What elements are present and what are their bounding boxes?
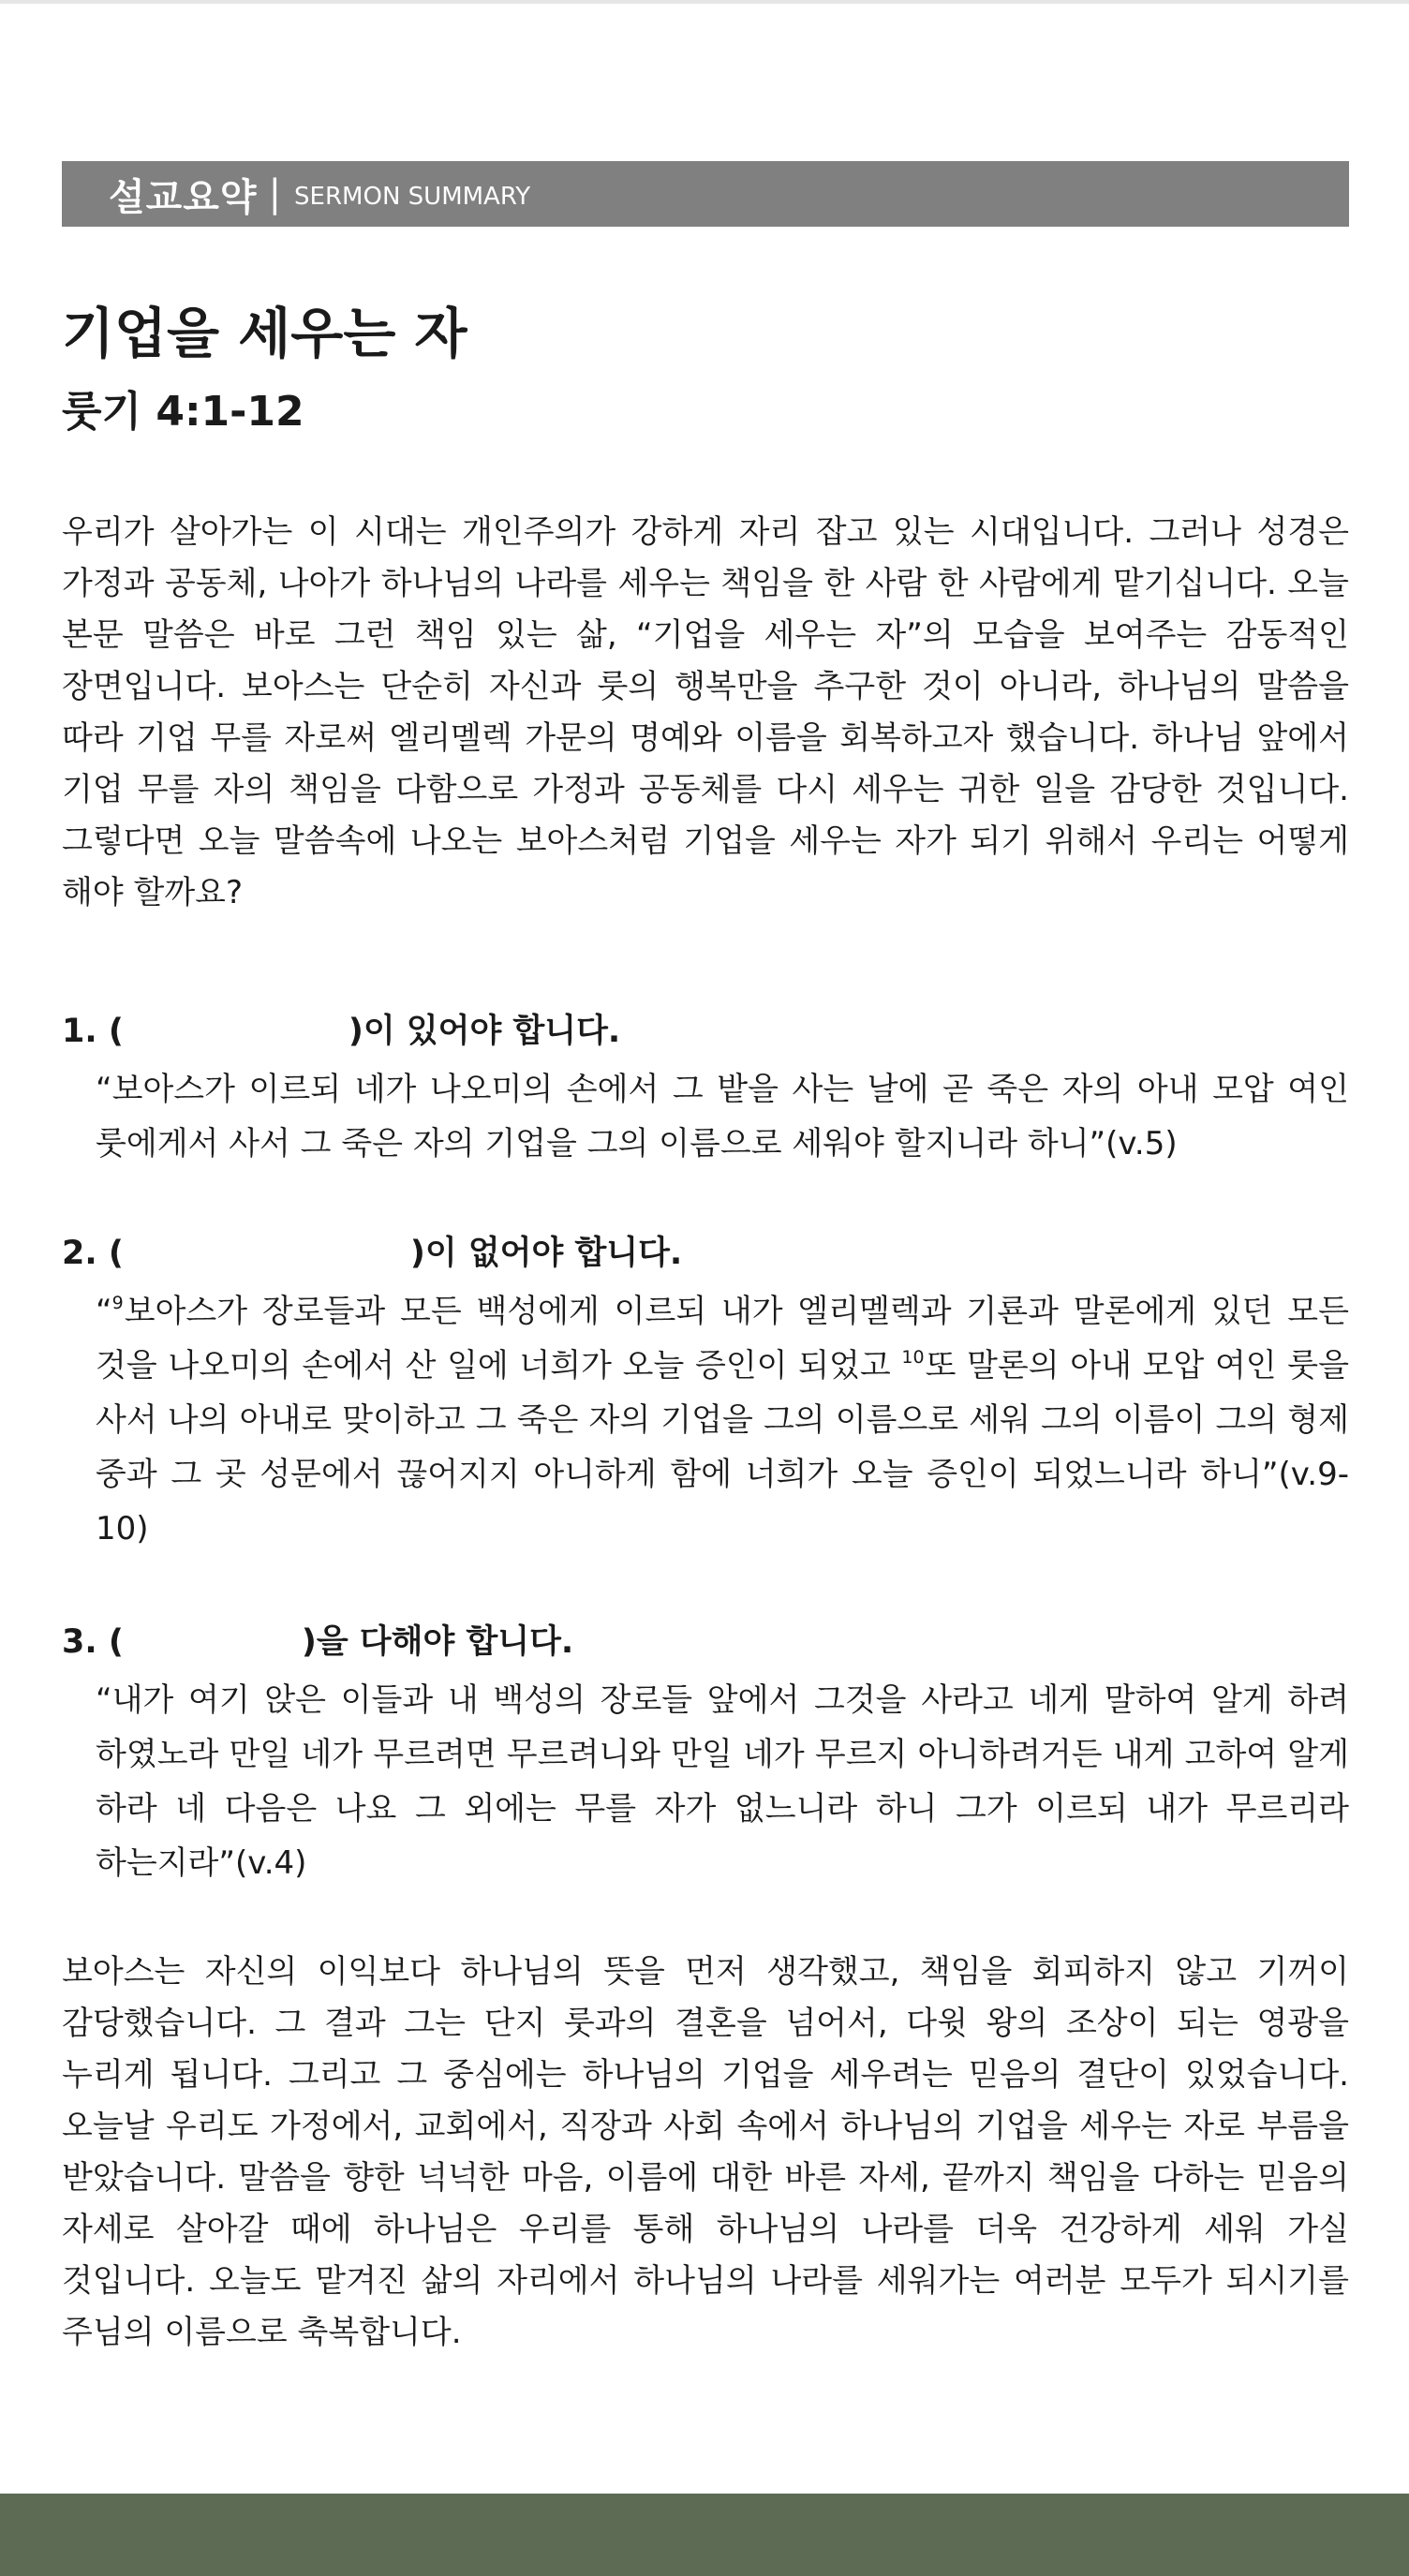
point-3-suffix: )을 다해야 합니다. (301, 1623, 574, 1661)
point-1-suffix: )이 있어야 합니다. (348, 1013, 621, 1050)
banner-title-korean: 설교요약 (109, 175, 258, 219)
closing-paragraph: 보아스는 자신의 이익보다 하나님의 뜻을 먼저 생각했고, 책임을 회피하지 않고 기꺼이 감당했습니다. 그 결과 그는 단지 룻과의 결혼을 넘어서, 다윗 왕의 조상이 되는 영광을 누리게 됩니다. 그리고 그 중심에는 하나님의 기업을 세우려는 믿음의 결단이 있었습니다. 오늘날 우리도 가정에서, 교회에서, 직장과 사회 속에서 하나님의 기업을 세우는 자로 부름을 받았습니다. 말씀을 향한 넉넉한 마음, 이름에 대한 바른 자세, 끝까지 책임을 다하는 믿음의 자세로 살아갈 때에 하나님은 우리를 통해 하나님의 나라를 더욱 건강하게 세워 가실 것입니다. 오늘도 맡겨진 삶의 자리에서 하나님의 나라를 세워가는 여러분 모두가 되시기를 주님의 이름으로 축복합니다. (62, 1953, 1349, 2351)
intro-paragraph: 우리가 살아가는 이 시대는 개인주의가 강하게 자리 잡고 있는 시대입니다. 그러나 성경은 가정과 공동체, 나아가 하나님의 나라를 세우는 책임을 한 사람 한 사람에게 맡기십니다. 오늘 본문 말씀은 바로 그런 책임 있는 삶, “기업을 세우는 자”의 모습을 보여주는 감동적인 장면입니다. 보아스는 단순히 자신과 룻의 행복만을 추구한 것이 아니라, 하나님의 말씀을 따라 기업 무를 자로써 엘리멜렉 가문의 명예와 이름을 회복하고자 했습니다. 하나님 앞에서 기업 무를 자의 책임을 다함으로 가정과 공동체를 다시 세우는 귀한 일을 감당한 것입니다. 그렇다면 오늘 말씀속에 나오는 보아스처럼 기업을 세우는 자가 되기 위해서 우리는 어떻게 해야 할까요? (62, 513, 1349, 911)
banner-title-english: SERMON SUMMARY (294, 183, 531, 211)
point-2-suffix: )이 없어야 합니다. (409, 1235, 683, 1272)
point-3-quote: “내가 여기 앉은 이들과 내 백성의 장로들 앞에서 그것을 사라고 네게 말하여 알게 하려 하였노라 만일 네가 무르려면 무르려니와 만일 네가 무르지 아니하려거든 내게 고하여 알게 하라 네 다음은 나요 그 외에는 무를 자가 없느니라 하니 그가 이르되 내가 무르리라 하는지라”(v.4) (96, 1681, 1349, 1882)
footer-bar (0, 2494, 1409, 2576)
verse-number-10: 10 (901, 1347, 925, 1368)
sermon-title: 기업을 세우는 자 (62, 302, 467, 365)
scripture-reference: 룻기 4:1-12 (62, 388, 304, 436)
point-3-heading (62, 1615, 573, 1669)
point-1-heading (62, 1004, 620, 1059)
section-banner (62, 161, 1349, 227)
top-divider (0, 0, 1409, 4)
point-2-quote-part2: 또 말론의 아내 모압 여인 룻을 사서 나의 아내로 맞이하고 그 죽은 자의 기업을 그의 이름으로 세워 그의 이름이 그의 형제 중과 그 곳 성문에서 끊어지지 아니하게 함에 너희가 오늘 증인이 되었느니라 하니”(v.9-10) (96, 1347, 1349, 1547)
point-3-prefix: 3. ( (62, 1623, 124, 1661)
point-2-quote (96, 1284, 1349, 1556)
point-1-quote: “보아스가 이르되 네가 나오미의 손에서 그 밭을 사는 날에 곧 죽은 자의 아내 모압 여인 룻에게서 사서 그 죽은 자의 기업을 그의 이름으로 세워야 할지니라 하니”(v.5) (96, 1071, 1349, 1162)
point-2-prefix: 2. ( (62, 1235, 124, 1272)
point-1-prefix: 1. ( (62, 1013, 124, 1050)
point-2-heading (62, 1226, 682, 1281)
point-2-quote-part1: 보아스가 장로들과 모든 백성에게 이르되 내가 엘리멜렉과 기룐과 말론에게 있던 모든 것을 나오미의 손에서 산 일에 너희가 오늘 증인이 되었고 (96, 1293, 1349, 1384)
banner-separator: | (268, 172, 282, 215)
verse-number-9: 9 (111, 1293, 124, 1313)
point-2-quote-open: “ (96, 1293, 112, 1330)
